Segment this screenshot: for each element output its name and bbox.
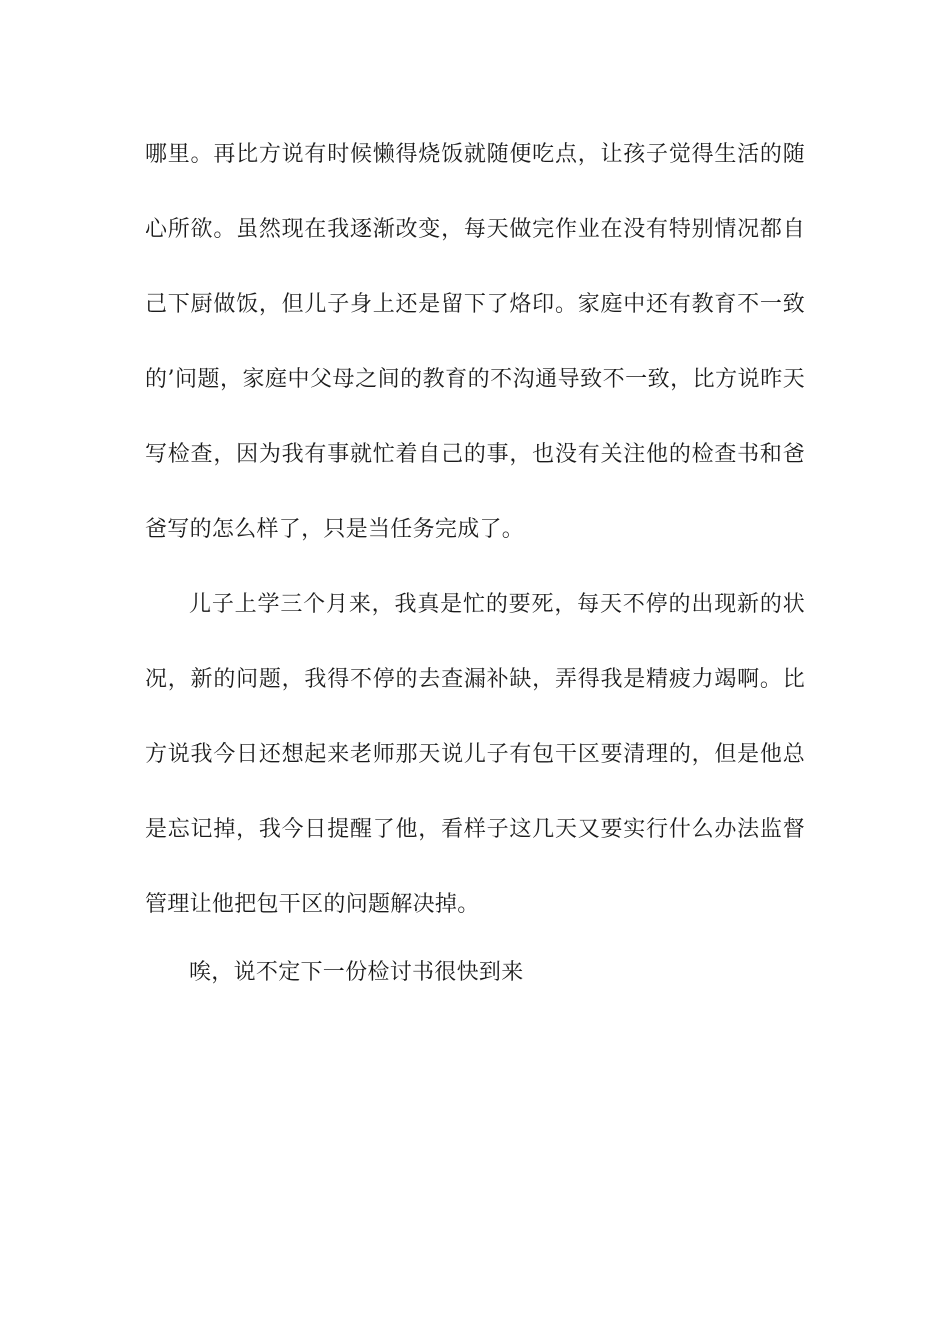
text-line: 写检查，因为我有事就忙着自己的事，也没有关注他的检查书和爸: [145, 442, 805, 467]
text-line: 心所欲。虽然现在我逐渐改变，每天做完作业在没有特别情况都自: [145, 217, 805, 242]
text-line: 己下厨做饭，但儿子身上还是留下了烙印。家庭中还有教育不一致: [145, 292, 805, 317]
text-line: 爸写的怎么样了，只是当任务完成了。: [145, 517, 525, 542]
text-line: 方说我今日还想起来老师那天说儿子有包干区要清理的，但是他总: [145, 742, 805, 767]
text-line: 管理让他把包干区的问题解决掉。: [145, 892, 480, 917]
text-line: 唉，说不定下一份检讨书很快到来: [189, 960, 524, 985]
paragraph-1: [145, 140, 805, 590]
paragraph-3: [145, 958, 805, 1033]
text-line: 是忘记掉，我今日提醒了他，看样子这几天又要实行什么办法监督: [145, 817, 805, 842]
paragraph-2: [145, 590, 805, 965]
text-line: 儿子上学三个月来，我真是忙的要死，每天不停的出现新的状: [189, 592, 805, 617]
text-line: 况，新的问题，我得不停的去查漏补缺，弄得我是精疲力竭啊。比: [145, 667, 805, 692]
text-line: 的’问题，家庭中父母之间的教育的不沟通导致不一致，比方说昨天: [145, 367, 805, 392]
text-line: 哪里。再比方说有时候懒得烧饭就随便吃点，让孩子觉得生活的随: [145, 142, 805, 167]
